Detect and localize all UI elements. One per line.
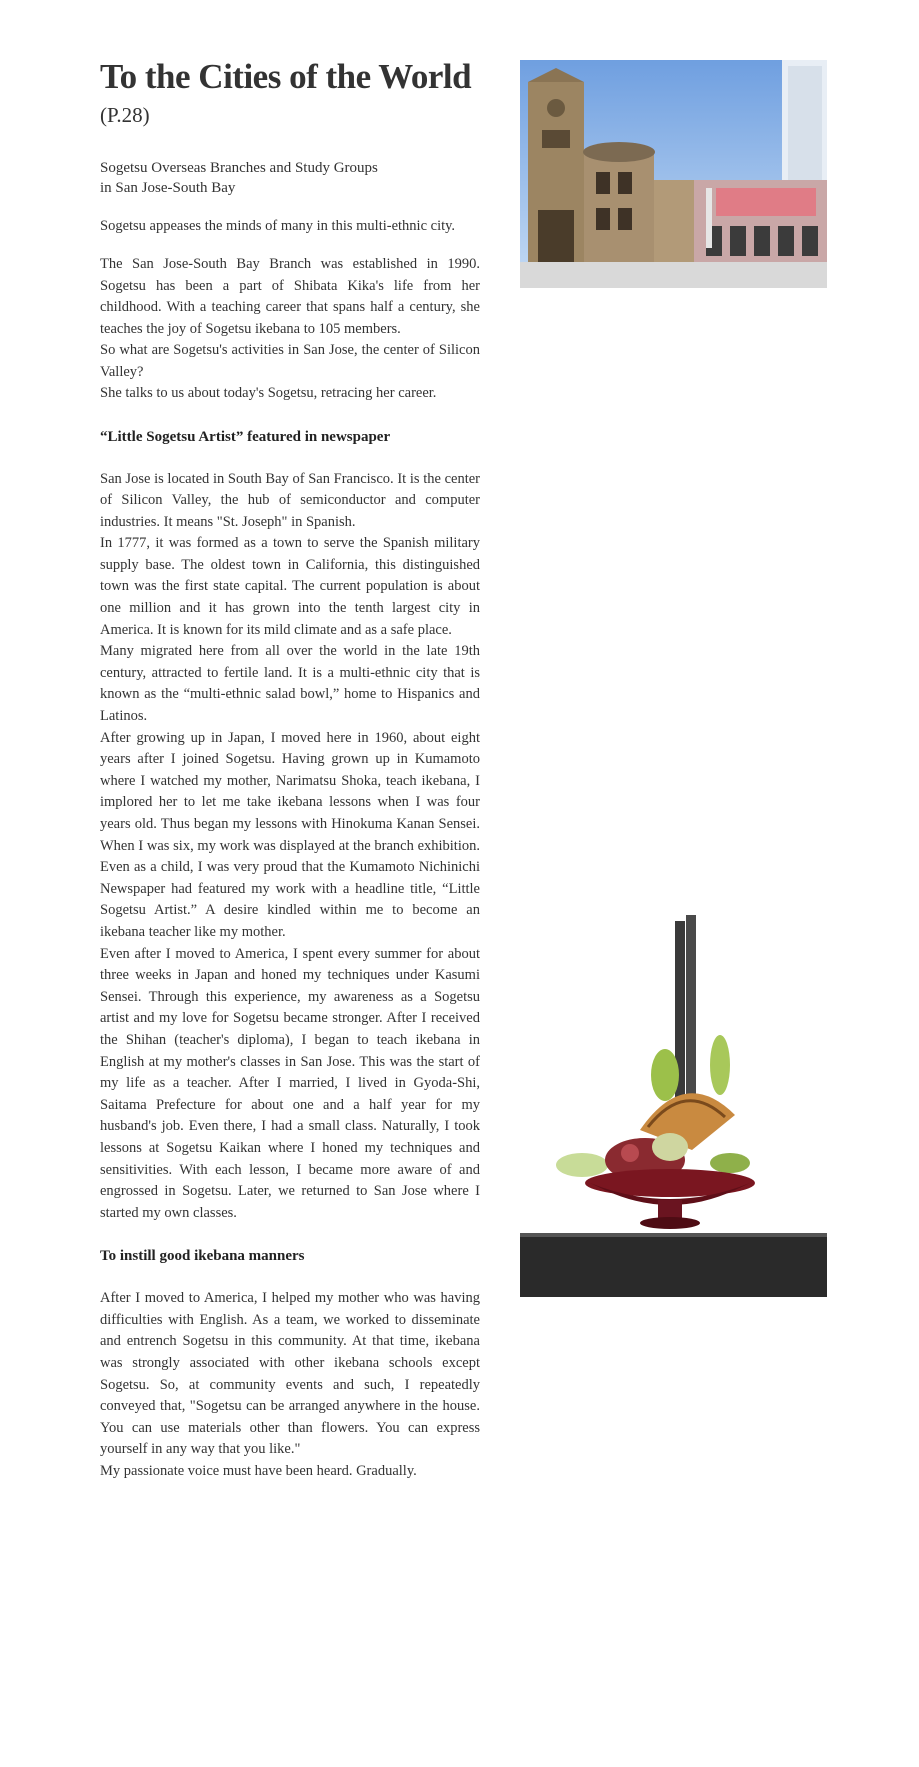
section-heading-2: To instill good ikebana manners [100,1248,305,1265]
lead-sentence: Sogetsu appeases the minds of many in this multi-ethnic city. [100,218,456,234]
article-column [100,56,480,1483]
section-heading-1: “Little Sogetsu Artist” featured in newspaper [100,428,391,445]
subtitle-line-2: in San Jose-South Bay [100,180,236,196]
body-paragraph: San Jose is located in South Bay of San Francisco. It is the center of Silicon Valley, the hub of semiconductor and computer industries. It means "St. Joseph" in Spanish. [100,470,480,530]
san-jose-building-photo [520,60,827,288]
ikebana-illustration [520,915,827,1297]
building-illustration [520,60,827,288]
body-paragraph: Even after I moved to America, I spent every summer for about three weeks in Japan and honed my techniques under Kasumi Sensei. Through this experience, my awareness as a Sogetsu artist and my love for Sogetsu became stronger. After I received the Shihan (teacher's diploma), I began to teach ikebana in English at my mother's classes in San Jose. This was the start of my life as a teacher. After I married, I lived in Gyoda-Shi, Saitama Prefecture for about one and a half year for my husband's job. Even there, I had a small class. Naturally, I took lessons at Sogetsu Kaikan where I honed my techniques and sensitivities. With each lesson, I became more aware of and engrossed in Sogetsu. Later, we returned to San Jose where I started my own classes. [100,945,480,1221]
section-2-body [100,1288,480,1482]
body-paragraph: In 1777, it was formed as a town to serve the Spanish military supply base. The oldest town in California, this distinguished town was the first state capital. The current population is about one million and it has grown into the tenth largest city in America. It is known for its mild climate and as a safe place. [100,535,480,638]
intro-paragraph: She talks to us about today's Sogetsu, retracing her career. [100,385,437,401]
body-paragraph: After growing up in Japan, I moved here in 1960, about eight years after I joined Sogetsu. Having grown up in Kumamoto where I watched my mother, Narimatsu Shoka, teach ikebana, I implored her to let me take ikebana lessons when I was four years old. Thus began my lessons with Hinokuma Kanan Sensei. When I was six, my work was displayed at the branch exhibition. Even as a child, I was very proud that the Kumamoto Nichinichi Newspaper had featured my work with a headline title, “Little Sogetsu Artist.” A desire kindled within me to become an ikebana teacher like my mother. [100,729,480,940]
ikebana-arrangement-photo [520,915,827,1297]
body-paragraph: Many migrated here from all over the world in the late 19th century, attracted to fertile land. It is a multi-ethnic city that is known as the “multi-ethnic salad bowl,” home to Hispanics and Latinos. [100,643,480,725]
article-title: To the Cities of the World [100,57,472,96]
intro-paragraph: So what are Sogetsu's activities in San Jose, the center of Silicon Valley? [100,342,480,380]
subtitle-line-1: Sogetsu Overseas Branches and Study Groups [100,160,378,176]
article-subtitle [100,158,480,198]
body-paragraph: My passionate voice must have been heard. Gradually. [100,1463,417,1480]
intro-paragraph: The San Jose-South Bay Branch was established in 1990. Sogetsu has been a part of Shibata Kika's life from her childhood. With a teaching career that spans half a century, she teaches the joy of Sogetsu ikebana to 105 members. [100,256,480,337]
intro-paragraphs [100,254,480,405]
page-reference: (P.28) [100,103,150,127]
body-paragraph: After I moved to America, I helped my mother who was having difficulties with English. As a team, we worked to disseminate and entrench Sogetsu in this community. At that time, ikebana was strongly associated with other ikebana schools except Sogetsu. So, at community events and such, I repeatedly conveyed that, "Sogetsu can be arranged anywhere in the house. You can use materials other than flowers. You can express yourself in any way that you like." [100,1290,480,1458]
section-1-body [100,469,480,1225]
